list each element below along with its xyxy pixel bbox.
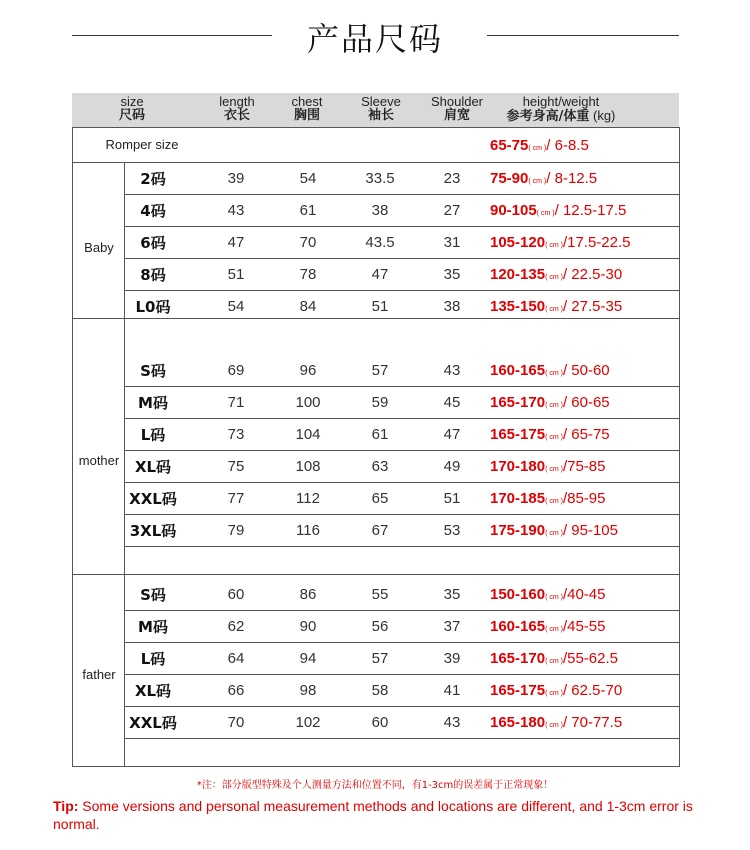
chest-cell: 84 [299, 298, 317, 315]
size-cell: S码 [140, 586, 166, 604]
size-cell: S码 [140, 362, 166, 380]
table-row [124, 675, 679, 707]
table-header [72, 93, 679, 128]
table-row [124, 419, 679, 451]
grid-line [72, 127, 680, 128]
size-cell: L码 [140, 650, 166, 668]
disclaimer-cn: *注：部分版型特殊及个人测量方法和位置不同，有1-3cm的误差属于正常现象！ [196, 780, 554, 791]
header-size: size 尺码 [118, 94, 145, 123]
grid-line [124, 162, 125, 766]
shoulder-cell: 23 [443, 170, 461, 187]
shoulder-cell: 35 [443, 586, 461, 603]
sleeve-cell: 63 [371, 458, 389, 475]
shoulder-cell: 39 [443, 650, 461, 667]
shoulder-cell: 53 [443, 522, 461, 539]
length-cell: 47 [227, 234, 245, 251]
chest-cell: 61 [299, 202, 317, 219]
grid-line [124, 610, 680, 611]
size-cell: 8码 [140, 266, 166, 284]
grid-line [72, 318, 680, 319]
sleeve-cell: 55 [371, 586, 389, 603]
height-weight-cell: 150-160( cm )/40-45 [490, 586, 606, 603]
chest-cell: 90 [299, 618, 317, 635]
size-cell: XL码 [134, 458, 172, 476]
header-sleeve: Sleeve 袖长 [361, 94, 401, 123]
size-cell: 2码 [140, 170, 166, 188]
length-cell: 79 [227, 522, 245, 539]
table-row [124, 579, 679, 611]
table-row [124, 227, 679, 259]
shoulder-cell: 37 [443, 618, 461, 635]
height-weight-cell: 160-165( cm )/ 50-60 [490, 362, 610, 379]
size-cell: 6码 [140, 234, 166, 252]
sleeve-cell: 67 [371, 522, 389, 539]
length-cell: 75 [227, 458, 245, 475]
table-row [124, 707, 679, 739]
chest-cell: 100 [295, 394, 321, 411]
grid-line [124, 418, 680, 419]
grid-line [72, 162, 680, 163]
chest-cell: 112 [296, 490, 320, 507]
length-cell: 64 [227, 650, 245, 667]
sleeve-cell: 43.5 [365, 234, 395, 251]
size-cell: XXL码 [129, 490, 177, 508]
chest-cell: 70 [299, 234, 317, 251]
table-row [124, 387, 679, 419]
table-row [124, 355, 679, 387]
sleeve-cell: 65 [371, 490, 389, 507]
grid-line [124, 226, 680, 227]
romper-label: Romper size [105, 137, 179, 152]
grid-line [124, 738, 680, 739]
table-row [124, 195, 679, 227]
chest-cell: 78 [299, 266, 317, 283]
chest-cell: 104 [295, 426, 321, 443]
shoulder-cell: 38 [443, 298, 461, 315]
shoulder-cell: 51 [443, 490, 461, 507]
length-cell: 43 [227, 202, 245, 219]
sleeve-cell: 61 [371, 426, 389, 443]
length-cell: 60 [227, 586, 245, 603]
grid-line [124, 386, 680, 387]
height-weight-cell: 135-150( cm )/ 27.5-35 [490, 298, 623, 315]
grid-line [124, 546, 680, 547]
table-row [124, 611, 679, 643]
height-weight-cell: 170-185( cm )/85-95 [490, 490, 606, 507]
shoulder-cell: 47 [443, 426, 461, 443]
height-weight-cell: 165-175( cm )/ 65-75 [490, 426, 610, 443]
sleeve-cell: 56 [371, 618, 389, 635]
chest-cell: 116 [296, 522, 320, 539]
height-weight-cell: 175-190( cm )/ 95-105 [490, 522, 618, 539]
length-cell: 39 [227, 170, 245, 187]
grid-line [72, 574, 680, 575]
sleeve-cell: 51 [371, 298, 389, 315]
grid-line [72, 766, 680, 767]
chest-cell: 102 [295, 714, 321, 731]
length-cell: 70 [227, 714, 245, 731]
page-title: 产品尺码 [306, 20, 443, 58]
length-cell: 66 [227, 682, 245, 699]
sleeve-cell: 60 [371, 714, 389, 731]
height-weight-cell: 165-180( cm )/ 70-77.5 [490, 714, 623, 731]
shoulder-cell: 43 [443, 714, 461, 731]
grid-line [124, 642, 680, 643]
grid-line [124, 450, 680, 451]
chest-cell: 86 [299, 586, 317, 603]
romper-row [124, 130, 679, 162]
height-weight-cell: 105-120( cm )/17.5-22.5 [490, 234, 631, 251]
height-weight-cell: 165-170( cm )/ 60-65 [490, 394, 610, 411]
size-cell: XXL码 [129, 714, 177, 732]
grid-line [679, 127, 680, 767]
sleeve-cell: 58 [371, 682, 389, 699]
length-cell: 54 [227, 298, 245, 315]
shoulder-cell: 41 [443, 682, 461, 699]
shoulder-cell: 49 [443, 458, 461, 475]
height-weight-cell: 160-165( cm )/45-55 [490, 618, 606, 635]
height-weight-cell: 170-180( cm )/75-85 [490, 458, 606, 475]
shoulder-cell: 43 [443, 362, 461, 379]
length-cell: 71 [227, 394, 245, 411]
sleeve-cell: 33.5 [365, 170, 395, 187]
table-row [124, 643, 679, 675]
sleeve-cell: 38 [371, 202, 389, 219]
length-cell: 51 [227, 266, 245, 283]
height-weight-cell: 75-90( cm )/ 8-12.5 [490, 170, 598, 187]
size-cell: 4码 [140, 202, 166, 220]
grid-line [124, 706, 680, 707]
table-row [124, 259, 679, 291]
size-cell: M码 [138, 394, 168, 412]
shoulder-cell: 35 [443, 266, 461, 283]
grid-line [124, 674, 680, 675]
table-row [124, 163, 679, 195]
length-cell: 77 [227, 490, 245, 507]
shoulder-cell: 45 [443, 394, 461, 411]
header-chest: chest 胸围 [291, 94, 323, 123]
group-label-mother: mother [78, 453, 120, 468]
grid-line [124, 482, 680, 483]
shoulder-cell: 31 [443, 234, 461, 251]
height-weight-cell: 165-175( cm )/ 62.5-70 [490, 682, 623, 699]
group-label-baby: Baby [84, 240, 114, 255]
size-cell: L0码 [135, 298, 171, 316]
group-label-father: father [82, 667, 116, 682]
grid-line [72, 127, 73, 767]
grid-line [124, 514, 680, 515]
grid-line [124, 290, 680, 291]
header-shoulder: Shoulder 肩宽 [430, 94, 484, 123]
length-cell: 69 [227, 362, 245, 379]
grid-line [124, 194, 680, 195]
table-row [124, 515, 679, 547]
chest-cell: 54 [299, 170, 317, 187]
height-weight-cell: 165-170( cm )/55-62.5 [490, 650, 618, 667]
chest-cell: 98 [299, 682, 317, 699]
romper-height-weight: 65-75( cm )/ 6-8.5 [490, 137, 589, 154]
header-height-weight: height/weight 参考身高/体重 (kg) [506, 94, 616, 124]
size-cell: XL码 [134, 682, 172, 700]
shoulder-cell: 27 [443, 202, 461, 219]
table-row [124, 451, 679, 483]
length-cell: 73 [227, 426, 245, 443]
size-cell: L码 [140, 426, 166, 444]
chest-cell: 108 [295, 458, 321, 475]
grid-line [124, 258, 680, 259]
tip-text: Tip: Some versions and personal measurement methods and locations are different, and 1-3cm error is normal. [53, 798, 693, 832]
chest-cell: 94 [299, 650, 317, 667]
height-weight-cell: 90-105( cm )/ 12.5-17.5 [490, 202, 627, 219]
sleeve-cell: 59 [371, 394, 389, 411]
chest-cell: 96 [299, 362, 317, 379]
sleeve-cell: 57 [371, 650, 389, 667]
sleeve-cell: 57 [371, 362, 389, 379]
height-weight-cell: 120-135( cm )/ 22.5-30 [490, 266, 623, 283]
table-row [124, 483, 679, 515]
header-length: length 衣长 [219, 94, 255, 123]
size-cell: 3XL码 [129, 522, 177, 540]
sleeve-cell: 47 [371, 266, 389, 283]
size-cell: M码 [138, 618, 168, 636]
length-cell: 62 [227, 618, 245, 635]
